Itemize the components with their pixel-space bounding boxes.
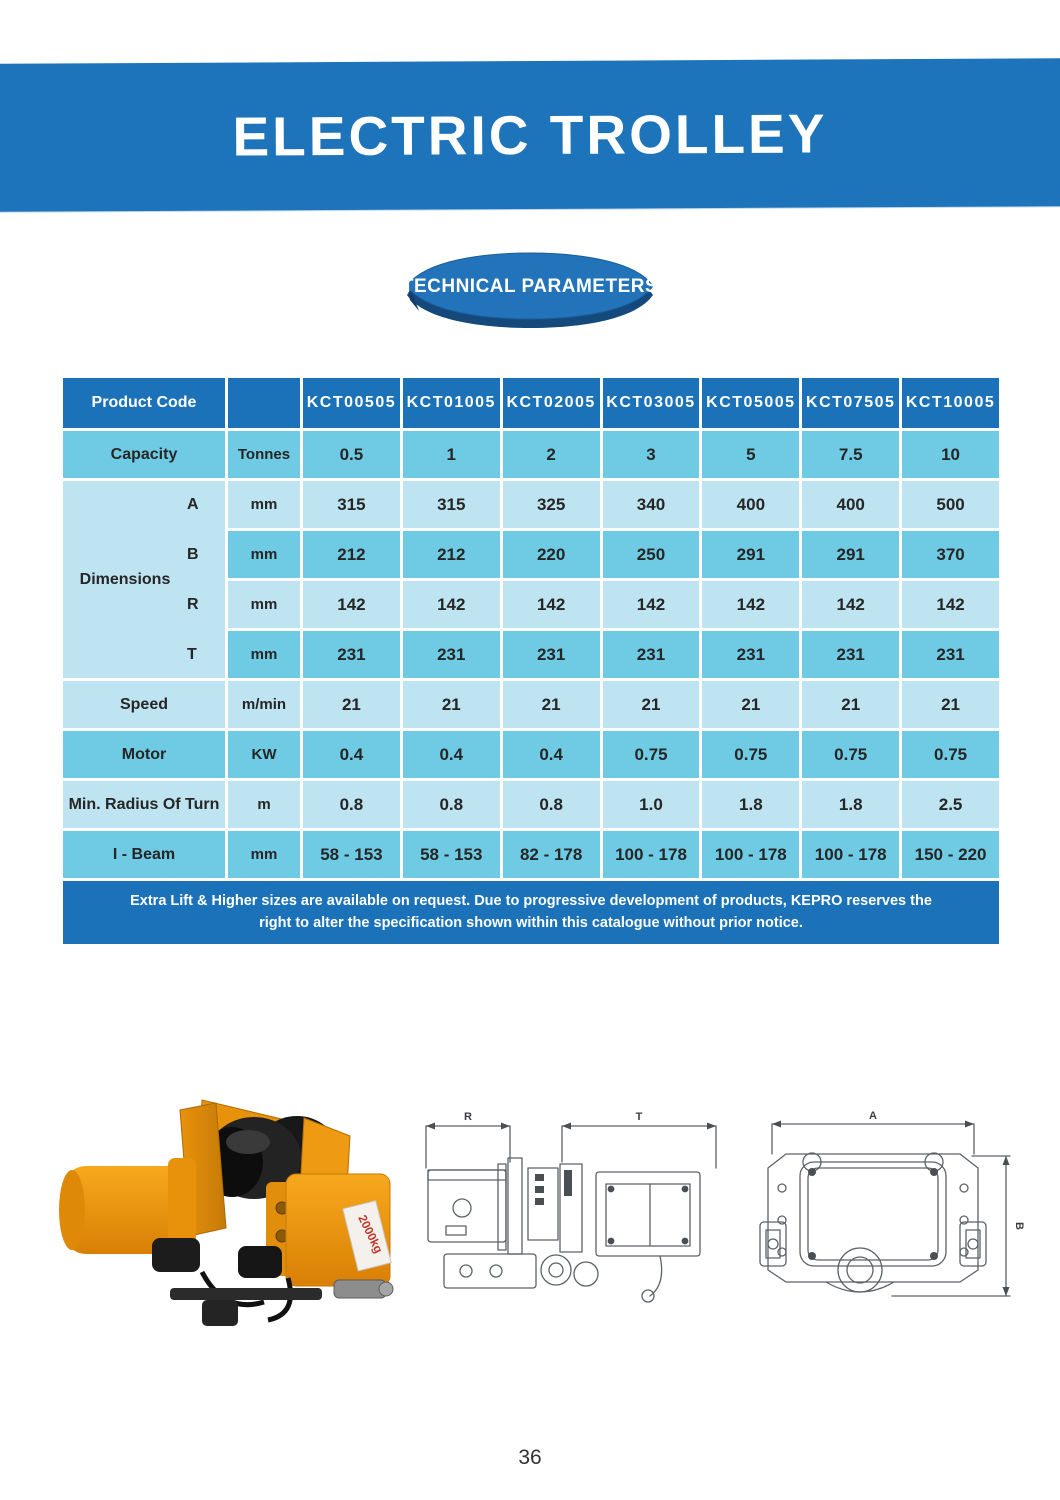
- value-speed-col4: 21: [702, 681, 799, 728]
- value-r-col2: 142: [503, 581, 600, 628]
- row-unit-i-beam: mm: [228, 831, 300, 878]
- value-r-col6: 142: [902, 581, 999, 628]
- trolley-pin: [334, 1280, 386, 1298]
- value-speed-col3: 21: [603, 681, 700, 728]
- header-code-kct02005: KCT02005: [503, 378, 600, 428]
- value-a-col1: 315: [403, 481, 500, 528]
- value-r-col5: 142: [802, 581, 899, 628]
- value-min-radius-of-turn-col3: 1.0: [603, 781, 700, 828]
- value-speed-col1: 21: [403, 681, 500, 728]
- row-unit-speed: m/min: [228, 681, 300, 728]
- value-r-col1: 142: [403, 581, 500, 628]
- title-banner: [0, 58, 1060, 212]
- trolley-hook-block: [202, 1300, 238, 1326]
- header-code-kct07505: KCT07505: [802, 378, 899, 428]
- dimension-letter-b: B: [187, 545, 199, 563]
- value-t-col4: 231: [702, 631, 799, 678]
- value-capacity-col3: 3: [603, 431, 700, 478]
- side-view-sketch: [410, 1106, 732, 1316]
- row-unit-t: mm: [228, 631, 300, 678]
- row-unit-r: mm: [228, 581, 300, 628]
- value-a-col2: 325: [503, 481, 600, 528]
- trolley-clamp-left: [152, 1238, 200, 1272]
- value-a-col4: 400: [702, 481, 799, 528]
- row-unit-min-radius-of-turn: m: [228, 781, 300, 828]
- value-capacity-col1: 1: [403, 431, 500, 478]
- capacity-plate-label: 2000kg: [355, 1212, 386, 1256]
- trolley-clamp-right: [238, 1246, 282, 1278]
- value-speed-col6: 21: [902, 681, 999, 728]
- side-view-drawing: [410, 1106, 732, 1316]
- value-capacity-col0: 0.5: [303, 431, 400, 478]
- row-unit-motor: KW: [228, 731, 300, 778]
- value-i-beam-col6: 150 - 220: [902, 831, 999, 878]
- value-r-col0: 142: [303, 581, 400, 628]
- value-i-beam-col2: 82 - 178: [503, 831, 600, 878]
- row-label-motor: Motor: [63, 731, 225, 778]
- value-min-radius-of-turn-col5: 1.8: [802, 781, 899, 828]
- header-code-kct01005: KCT01005: [403, 378, 500, 428]
- page-number: 36: [518, 1446, 542, 1469]
- row-unit-a: mm: [228, 481, 300, 528]
- value-capacity-col6: 10: [902, 431, 999, 478]
- value-motor-col3: 0.75: [603, 731, 700, 778]
- value-a-col5: 400: [802, 481, 899, 528]
- row-label-speed: Speed: [63, 681, 225, 728]
- value-motor-col2: 0.4: [503, 731, 600, 778]
- value-b-col5: 291: [802, 531, 899, 578]
- value-motor-col5: 0.75: [802, 731, 899, 778]
- value-b-col3: 250: [603, 531, 700, 578]
- dim-label-r: R: [464, 1111, 472, 1123]
- value-i-beam-col3: 100 - 178: [603, 831, 700, 878]
- row-label-i-beam: I - Beam: [63, 831, 225, 878]
- value-speed-col0: 21: [303, 681, 400, 728]
- technical-parameters-badge: [397, 248, 663, 332]
- value-capacity-col4: 5: [702, 431, 799, 478]
- dimension-letters: [187, 481, 225, 678]
- product-photo: [52, 1086, 400, 1346]
- value-min-radius-of-turn-col0: 0.8: [303, 781, 400, 828]
- dimensions-label: Dimensions: [79, 570, 171, 588]
- header-code-kct10005: KCT10005: [902, 378, 999, 428]
- value-motor-col6: 0.75: [902, 731, 999, 778]
- spec-table-wrap: [63, 378, 999, 944]
- trolley-pin-end: [379, 1282, 393, 1296]
- value-min-radius-of-turn-col2: 0.8: [503, 781, 600, 828]
- value-b-col4: 291: [702, 531, 799, 578]
- value-motor-col4: 0.75: [702, 731, 799, 778]
- row-label-capacity: Capacity: [63, 431, 225, 478]
- top-view-drawing: [742, 1110, 1026, 1310]
- dimensions-merged-cell: [63, 481, 225, 678]
- header-product-code: Product Code: [63, 378, 225, 428]
- value-min-radius-of-turn-col1: 0.8: [403, 781, 500, 828]
- value-i-beam-col1: 58 - 153: [403, 831, 500, 878]
- value-b-col0: 212: [303, 531, 400, 578]
- value-i-beam-col4: 100 - 178: [702, 831, 799, 878]
- row-unit-b: mm: [228, 531, 300, 578]
- header-code-kct03005: KCT03005: [603, 378, 700, 428]
- value-min-radius-of-turn-col6: 2.5: [902, 781, 999, 828]
- value-t-col3: 231: [603, 631, 700, 678]
- trolley-photo-illustration: [52, 1086, 400, 1346]
- header-code-kct05005: KCT05005: [702, 378, 799, 428]
- value-r-col3: 142: [603, 581, 700, 628]
- badge-label: TECHNICAL PARAMETERS: [401, 276, 659, 297]
- value-a-col6: 500: [902, 481, 999, 528]
- row-unit-capacity: Tonnes: [228, 431, 300, 478]
- value-motor-col1: 0.4: [403, 731, 500, 778]
- value-i-beam-col0: 58 - 153: [303, 831, 400, 878]
- value-a-col3: 340: [603, 481, 700, 528]
- value-t-col1: 231: [403, 631, 500, 678]
- spec-table: [63, 378, 999, 878]
- value-min-radius-of-turn-col4: 1.8: [702, 781, 799, 828]
- value-speed-col2: 21: [503, 681, 600, 728]
- dim-label-t: T: [635, 1111, 643, 1123]
- value-t-col5: 231: [802, 631, 899, 678]
- value-speed-col5: 21: [802, 681, 899, 728]
- dim-label-b: B: [1013, 1222, 1025, 1230]
- dimension-letter-r: R: [187, 595, 199, 613]
- row-label-min-radius-of-turn: Min. Radius Of Turn: [63, 781, 225, 828]
- value-capacity-col2: 2: [503, 431, 600, 478]
- dim-label-a: A: [869, 1110, 877, 1122]
- value-motor-col0: 0.4: [303, 731, 400, 778]
- header-code-kct00505: KCT00505: [303, 378, 400, 428]
- trolley-shaft: [170, 1288, 322, 1300]
- badge-shape: [397, 248, 663, 332]
- dimension-letter-a: A: [187, 495, 199, 513]
- dimension-letter-t: T: [187, 645, 197, 663]
- value-b-col6: 370: [902, 531, 999, 578]
- top-view-sketch: [742, 1110, 1026, 1310]
- value-a-col0: 315: [303, 481, 400, 528]
- value-t-col0: 231: [303, 631, 400, 678]
- value-b-col2: 220: [503, 531, 600, 578]
- table-footnote: Extra Lift & Higher sizes are available on request. Due to progressive development of products, KEPRO reserves the right to alter the specification shown within this catalogue without prior notice.: [63, 881, 999, 944]
- value-capacity-col5: 7.5: [802, 431, 899, 478]
- value-r-col4: 142: [702, 581, 799, 628]
- value-i-beam-col5: 100 - 178: [802, 831, 899, 878]
- value-b-col1: 212: [403, 531, 500, 578]
- page-title: ELECTRIC TROLLEY: [232, 102, 828, 168]
- header-unit-spacer: [228, 378, 300, 428]
- trolley-gearbox: [286, 1174, 391, 1286]
- value-t-col2: 231: [503, 631, 600, 678]
- value-t-col6: 231: [902, 631, 999, 678]
